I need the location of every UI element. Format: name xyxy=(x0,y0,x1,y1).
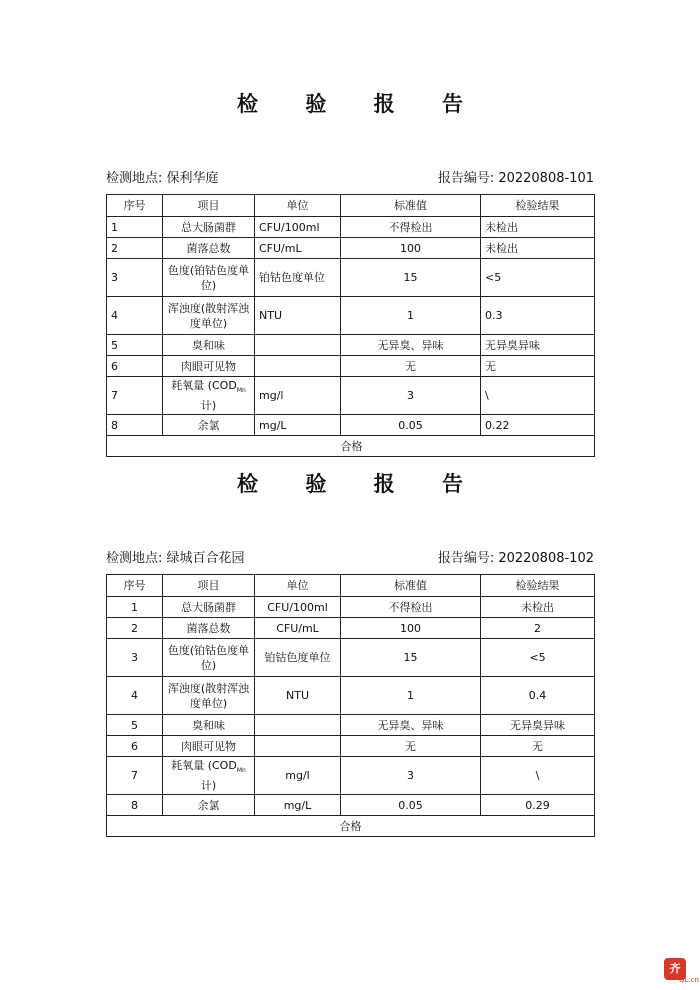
item-subscript: Mn xyxy=(236,767,246,775)
cell-no: 4 xyxy=(107,297,163,335)
cell-result: \ xyxy=(481,757,595,795)
cell-result: 未检出 xyxy=(481,597,595,618)
watermark-site-text: QL.cn xyxy=(679,976,699,984)
cell-item: 肉眼可见物 xyxy=(163,356,255,377)
cell-standard: 不得检出 xyxy=(341,597,481,618)
cell-standard: 1 xyxy=(341,297,481,335)
header-no: 序号 xyxy=(107,575,163,597)
cell-no: 3 xyxy=(107,639,163,677)
test-location: 检测地点: 保利华庭 xyxy=(106,171,219,186)
cell-no: 1 xyxy=(107,597,163,618)
cell-unit: mg/L xyxy=(255,795,341,816)
table-row xyxy=(107,238,595,259)
cell-unit: CFU/100ml xyxy=(255,217,341,238)
report-title: 检 验 报 告 xyxy=(237,472,483,496)
cell-unit: 铂钴色度单位 xyxy=(255,259,341,297)
table-row xyxy=(107,297,595,335)
cell-result: <5 xyxy=(481,259,595,297)
cell-unit: mg/l xyxy=(255,757,341,795)
report-meta xyxy=(106,547,594,565)
cell-no: 7 xyxy=(107,377,163,415)
cell-standard: 15 xyxy=(341,259,481,297)
cell-item: 浑浊度(散射浑浊度单位) xyxy=(163,677,255,715)
table-row xyxy=(107,757,595,795)
cell-result: 0.3 xyxy=(481,297,595,335)
header-item: 项目 xyxy=(163,575,255,597)
cell-result: 无 xyxy=(481,356,595,377)
report-1 xyxy=(106,91,594,457)
cell-unit xyxy=(255,736,341,757)
cell-standard: 无异臭、异味 xyxy=(341,715,481,736)
item-text-suffix: 计) xyxy=(200,779,217,793)
header-standard: 标准值 xyxy=(341,195,481,217)
cell-result: 0.4 xyxy=(481,677,595,715)
cell-item: 色度(铂钴色度单位) xyxy=(163,259,255,297)
header-unit: 单位 xyxy=(255,195,341,217)
report-number: 报告编号: 20220808-102 xyxy=(437,551,594,566)
cell-item: 菌落总数 xyxy=(163,618,255,639)
cell-unit xyxy=(255,715,341,736)
cell-standard: 15 xyxy=(341,639,481,677)
table-row xyxy=(107,217,595,238)
cell-no: 6 xyxy=(107,736,163,757)
watermark-logo-icon: 齐 xyxy=(664,958,686,980)
cell-standard: 100 xyxy=(341,618,481,639)
cell-item: 肉眼可见物 xyxy=(163,736,255,757)
cell-unit xyxy=(255,335,341,356)
cell-no: 7 xyxy=(107,757,163,795)
cell-item: 色度(铂钴色度单位) xyxy=(163,639,255,677)
cell-item: 臭和味 xyxy=(163,335,255,356)
result-table xyxy=(106,194,595,457)
table-row xyxy=(107,639,595,677)
report-meta xyxy=(106,167,594,185)
cell-result: 0.22 xyxy=(481,415,595,436)
cell-standard: 无 xyxy=(341,356,481,377)
item-subscript: Mn xyxy=(236,387,246,395)
item-text-suffix: 计) xyxy=(200,399,217,413)
table-row xyxy=(107,259,595,297)
cell-standard: 0.05 xyxy=(341,795,481,816)
cell-item: 臭和味 xyxy=(163,715,255,736)
conclusion: 合格 xyxy=(107,816,595,837)
report-2 xyxy=(106,471,594,837)
header-no: 序号 xyxy=(107,195,163,217)
cell-unit: CFU/mL xyxy=(255,238,341,259)
item-text: 耗氧量 (COD xyxy=(171,378,237,392)
cell-result: 未检出 xyxy=(481,217,595,238)
table-row xyxy=(107,377,595,415)
cell-unit: 铂钴色度单位 xyxy=(255,639,341,677)
cell-unit: NTU xyxy=(255,297,341,335)
cell-result: 无异臭异味 xyxy=(481,715,595,736)
cell-result: 0.29 xyxy=(481,795,595,816)
header-result: 检验结果 xyxy=(481,195,595,217)
cell-item: 余氯 xyxy=(163,795,255,816)
conclusion-row xyxy=(107,436,595,457)
cell-no: 8 xyxy=(107,415,163,436)
cell-unit: NTU xyxy=(255,677,341,715)
cell-standard: 3 xyxy=(341,377,481,415)
test-location: 检测地点: 绿城百合花园 xyxy=(106,551,245,566)
conclusion: 合格 xyxy=(107,436,595,457)
cell-item: 浑浊度(散射浑浊度单位) xyxy=(163,297,255,335)
cell-result: 未检出 xyxy=(481,238,595,259)
result-table xyxy=(106,574,595,837)
table-row xyxy=(107,795,595,816)
table-row xyxy=(107,677,595,715)
cell-item: 总大肠菌群 xyxy=(163,217,255,238)
cell-item: 余氯 xyxy=(163,415,255,436)
cell-no: 5 xyxy=(107,715,163,736)
table-row xyxy=(107,715,595,736)
cell-result: 无 xyxy=(481,736,595,757)
header-result: 检验结果 xyxy=(481,575,595,597)
cell-no: 1 xyxy=(107,217,163,238)
cell-standard: 0.05 xyxy=(341,415,481,436)
cell-standard: 100 xyxy=(341,238,481,259)
table-header-row xyxy=(107,195,595,217)
header-unit: 单位 xyxy=(255,575,341,597)
report-number: 报告编号: 20220808-101 xyxy=(437,171,594,186)
cell-standard: 无异臭、异味 xyxy=(341,335,481,356)
cell-no: 6 xyxy=(107,356,163,377)
cell-unit: mg/L xyxy=(255,415,341,436)
table-row xyxy=(107,356,595,377)
cell-result: \ xyxy=(481,377,595,415)
table-row xyxy=(107,736,595,757)
header-standard: 标准值 xyxy=(341,575,481,597)
conclusion-row xyxy=(107,816,595,837)
cell-standard: 无 xyxy=(341,736,481,757)
cell-no: 2 xyxy=(107,238,163,259)
cell-standard: 不得检出 xyxy=(341,217,481,238)
cell-no: 8 xyxy=(107,795,163,816)
cell-result: 无异臭异味 xyxy=(481,335,595,356)
cell-standard: 3 xyxy=(341,757,481,795)
cell-item: 总大肠菌群 xyxy=(163,597,255,618)
table-row xyxy=(107,335,595,356)
item-text: 耗氧量 (COD xyxy=(171,758,237,772)
report-title: 检 验 报 告 xyxy=(237,92,483,116)
cell-result: 2 xyxy=(481,618,595,639)
cell-item: 菌落总数 xyxy=(163,238,255,259)
cell-standard: 1 xyxy=(341,677,481,715)
header-item: 项目 xyxy=(163,195,255,217)
table-row xyxy=(107,415,595,436)
cell-no: 2 xyxy=(107,618,163,639)
cell-unit: CFU/mL xyxy=(255,618,341,639)
cell-unit xyxy=(255,356,341,377)
table-row xyxy=(107,618,595,639)
cell-no: 4 xyxy=(107,677,163,715)
cell-item xyxy=(163,757,255,795)
cell-no: 5 xyxy=(107,335,163,356)
table-row xyxy=(107,597,595,618)
cell-unit: CFU/100ml xyxy=(255,597,341,618)
cell-unit: mg/l xyxy=(255,377,341,415)
cell-item xyxy=(163,377,255,415)
cell-result: <5 xyxy=(481,639,595,677)
cell-no: 3 xyxy=(107,259,163,297)
table-header-row xyxy=(107,575,595,597)
